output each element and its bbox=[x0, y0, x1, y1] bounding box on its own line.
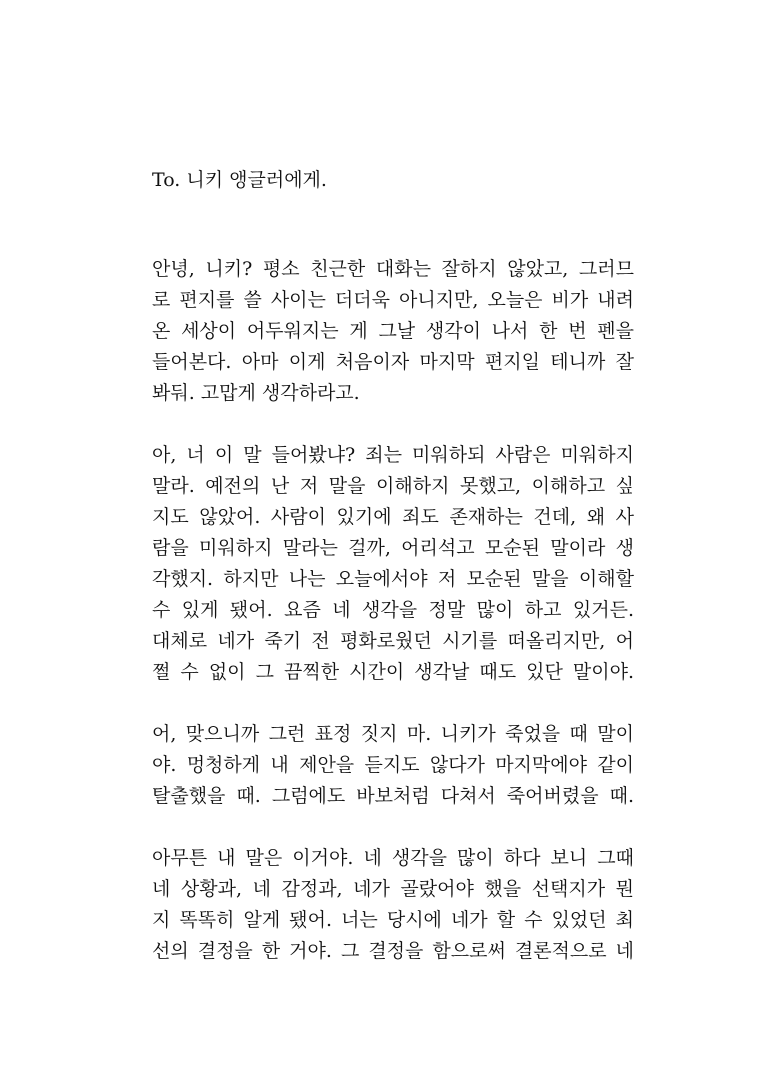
paragraph-4 bbox=[152, 843, 634, 967]
text-line: 쩔 수 없이 그 끔찍한 시간이 생각날 때도 있단 말이야. bbox=[152, 661, 634, 683]
text-line: 봐둬. 고맙게 생각하라고. bbox=[152, 382, 360, 404]
text-line: 어, 맞으니까 그런 표정 짓지 마. 니키가 죽었을 때 말이 bbox=[152, 723, 634, 745]
paragraph-2 bbox=[152, 440, 634, 688]
text-line: 람을 미워하지 말라는 걸까, 어리석고 모순된 말이라 생 bbox=[152, 537, 634, 559]
text-line: 선의 결정을 한 거야. 그 결정을 함으로써 결론적으로 네 bbox=[152, 940, 634, 962]
text-line: 네 상황과, 네 감정과, 네가 골랐어야 했을 선택지가 뭔 bbox=[152, 878, 634, 900]
text-line: 지 똑똑히 알게 됐어. 너는 당시에 네가 할 수 있었던 최 bbox=[152, 909, 634, 931]
text-line: 온 세상이 어두워지는 게 그날 생각이 나서 한 번 펜을 bbox=[152, 320, 634, 342]
text-line: 아무튼 내 말은 이거야. 네 생각을 많이 하다 보니 그때 bbox=[152, 847, 634, 869]
text-line: 들어본다. 아마 이게 처음이자 마지막 편지일 테니까 잘 bbox=[152, 351, 634, 373]
letter-salutation: To. 니키 앵글러에게. bbox=[152, 169, 327, 191]
text-line: 각했지. 하지만 나는 오늘에서야 저 모순된 말을 이해할 bbox=[152, 568, 634, 590]
paragraph-3 bbox=[152, 719, 634, 812]
text-line: 말라. 예전의 난 저 말을 이해하지 못했고, 이해하고 싶 bbox=[152, 475, 634, 497]
text-line: 야. 멍청하게 내 제안을 듣지도 않다가 마지막에야 같이 bbox=[152, 754, 634, 776]
text-line: 아, 너 이 말 들어봤냐? 죄는 미워하되 사람은 미워하지 bbox=[152, 444, 634, 466]
text-line: 대체로 네가 죽기 전 평화로웠던 시기를 떠올리지만, 어 bbox=[152, 630, 634, 652]
text-line: 안녕, 니키? 평소 친근한 대화는 잘하지 않았고, 그러므 bbox=[152, 258, 634, 280]
text-line: 지도 않았어. 사람이 있기에 죄도 존재하는 건데, 왜 사 bbox=[152, 506, 634, 528]
paragraph-1 bbox=[152, 254, 634, 409]
text-line: 로 편지를 쓸 사이는 더더욱 아니지만, 오늘은 비가 내려 bbox=[152, 289, 634, 311]
text-line: 수 있게 됐어. 요즘 네 생각을 정말 많이 하고 있거든. bbox=[152, 599, 634, 621]
letter-body bbox=[152, 254, 634, 998]
text-line: 탈출했을 때. 그럼에도 바보처럼 다쳐서 죽어버렸을 때. bbox=[152, 785, 634, 807]
